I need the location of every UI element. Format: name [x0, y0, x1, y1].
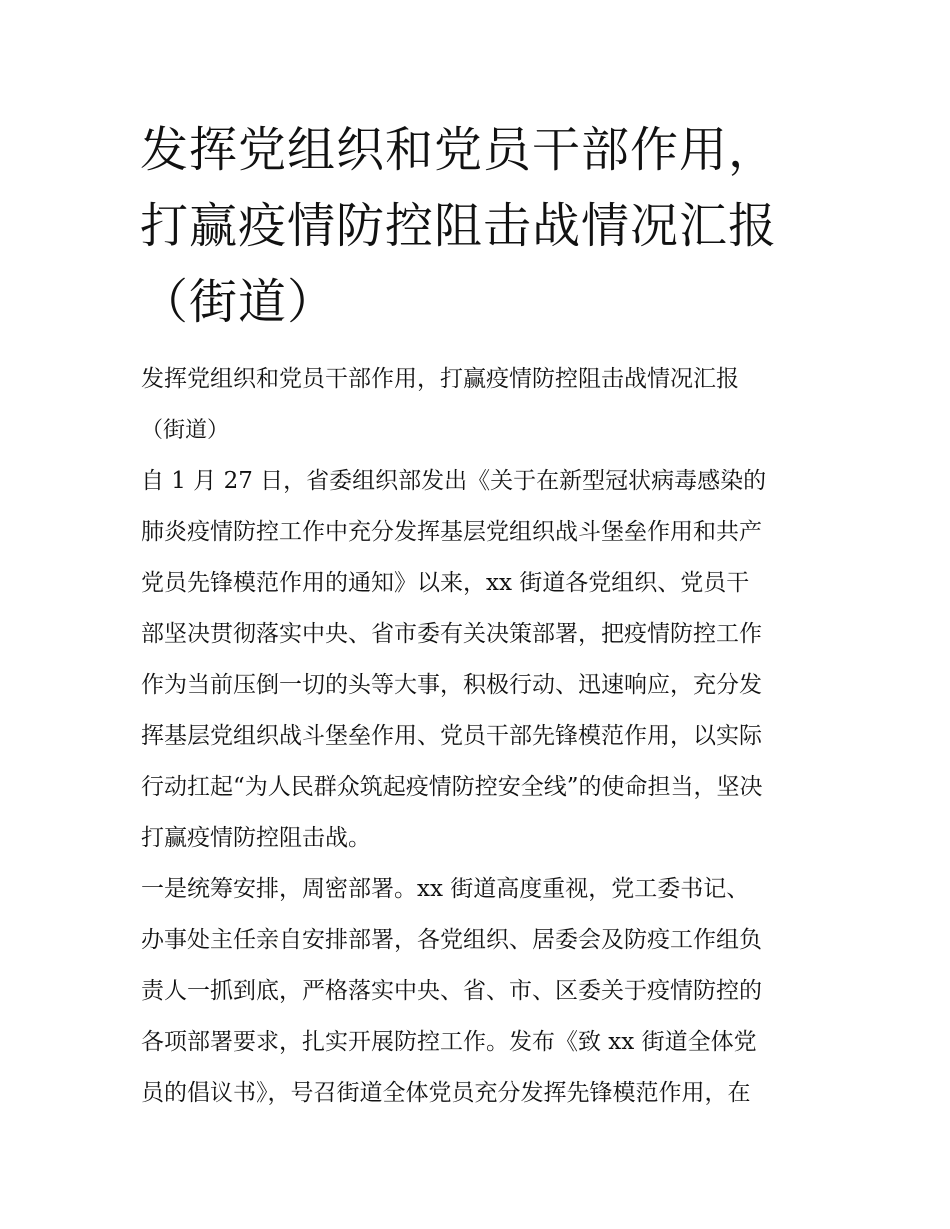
- body-line: 行动扛起“为人民群众筑起疫情防控安全线”的使命担当，坚决: [141, 774, 763, 800]
- body-line: 肺炎疫情防控工作中充分发挥基层党组织战斗堡垒作用和共产: [141, 519, 762, 545]
- body-line: 责人一抓到底，严格落实中央、省、市、区委关于疫情防控的: [141, 978, 762, 1004]
- body-line: 一是统筹安排，周密部署。xx 街道高度重视，党工委书记、: [141, 876, 750, 902]
- body-line: 自 1 月 27 日，省委组织部发出《关于在新型冠状病毒感染的: [141, 468, 767, 494]
- body-line: （街道）: [141, 418, 230, 443]
- body-line: 挥基层党组织战斗堡垒作用、党员干部先锋模范作用，以实际: [141, 723, 762, 749]
- document-body: [141, 354, 821, 1119]
- document-title: [140, 112, 820, 340]
- title-line-2: 打赢疫情防控阻击战情况汇报: [140, 198, 778, 254]
- title-line-1: 发挥党组织和党员干部作用，: [140, 122, 778, 178]
- body-line: 部坚决贯彻落实中央、省市委有关决策部署，把疫情防控工作: [141, 621, 762, 647]
- body-line: 各项部署要求，扎实开展防控工作。发布《致 xx 街道全体党: [141, 1029, 757, 1055]
- body-line: 作为当前压倒一切的头等大事，积极行动、迅速响应，充分发: [141, 672, 762, 698]
- body-line: 发挥党组织和党员干部作用，打赢疫情防控阻击战情况汇报: [141, 366, 739, 392]
- body-line: 党员先锋模范作用的通知》以来，xx 街道各党组织、党员干: [141, 570, 750, 596]
- body-line: 打赢疫情防控阻击战。: [141, 825, 371, 851]
- title-line-3: （街道）: [140, 274, 337, 330]
- body-line: 员的倡议书》，号召街道全体党员充分发挥先锋模范作用，在: [141, 1080, 751, 1106]
- body-line: 办事处主任亲自安排部署，各党组织、居委会及防疫工作组负: [141, 927, 762, 953]
